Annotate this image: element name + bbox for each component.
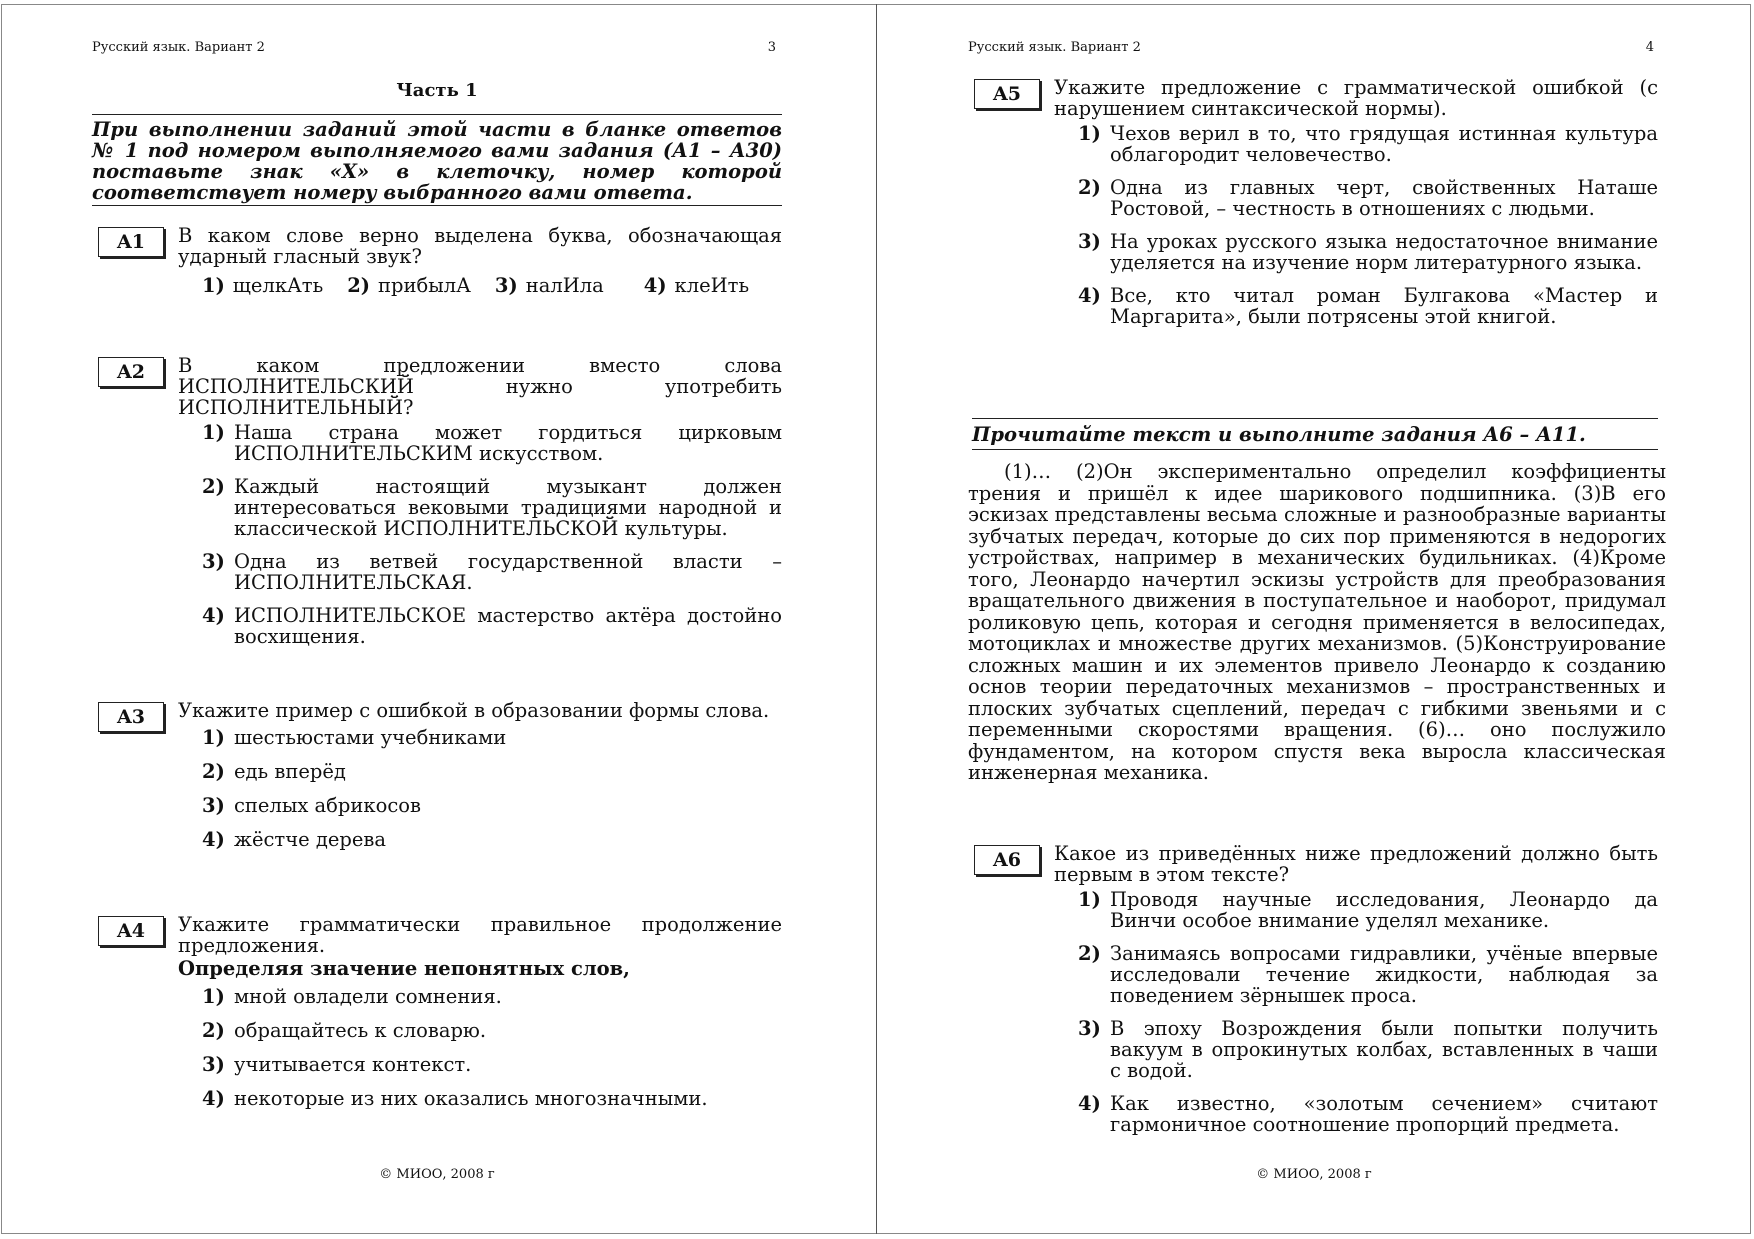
option-3[interactable]: 3) спелых абрикосов: [202, 794, 421, 817]
page-divider: [876, 4, 877, 1234]
inline-options: [202, 275, 782, 296]
task-label: A5: [974, 79, 1040, 109]
task-question: Укажите грамматически правильное продолжение предложения.: [178, 913, 782, 957]
option-2[interactable]: 2) едь вперёд: [202, 760, 346, 783]
option-4[interactable]: 4) жёстче дерева: [202, 828, 386, 851]
header-title: Русский язык. Вариант 2: [968, 40, 1141, 55]
task-label: A2: [98, 357, 164, 387]
task-a4: [92, 914, 782, 1122]
options-list: [1078, 889, 1658, 1135]
task-a5: [968, 77, 1658, 339]
page-footer: © МИОО, 2008 г: [1256, 1167, 1372, 1182]
task-label: A1: [98, 227, 164, 257]
task-question: В каком слове верно выделена буква, обозначающая ударный гласный звук?: [178, 224, 782, 268]
option-3[interactable]: 3) налИла: [494, 274, 604, 297]
page-footer: © МИОО, 2008 г: [379, 1167, 495, 1182]
option-1[interactable]: 1) Чехов верил в то, что грядущая истинная культура облагородит человечество.: [1078, 122, 1658, 166]
instruction-box: При выполнении заданий этой части в бланке ответов № 1 под номером выполняемого вами задания (А1 – А30) поставьте знак «X» в клеточку, номер которой соответствует номеру выбранного вами ответа.: [92, 114, 782, 206]
page-number: 4: [1645, 40, 1654, 55]
option-3[interactable]: 3) В эпоху Возрождения были попытки получить вакуум в опрокинутых колбах, вставленных в чаши с водой.: [1078, 1017, 1658, 1082]
options-list: [202, 727, 782, 850]
task-question: Укажите предложение с грамматической ошибкой (с нарушением синтаксической нормы).: [1054, 76, 1658, 120]
task-question: Какое из приведённых ниже предложений должно быть первым в этом тексте?: [1054, 842, 1658, 886]
option-2[interactable]: 2) обращайтесь к словарю.: [202, 1019, 487, 1042]
task-emphasis: Определяя значение непонятных слов,: [178, 957, 630, 980]
option-4[interactable]: 4) Как известно, «золотым сечением» считают гармоничное соотношение пропорций предмета.: [1078, 1092, 1658, 1136]
option-4[interactable]: 4) некоторые из них оказались многозначными.: [202, 1087, 708, 1110]
option-2[interactable]: 2) Одна из главных черт, свойственных Наташе Ростовой, – честность в отношениях с людьми.: [1078, 176, 1658, 220]
task-label: A4: [98, 916, 164, 946]
option-4[interactable]: 4) клеИть: [643, 274, 750, 297]
left-page: [92, 0, 782, 1239]
option-2[interactable]: 2) Занимаясь вопросами гидравлики, учёные впервые исследовали течение жидкости, наблюдая за поведением зёрнышек проса.: [1078, 942, 1658, 1007]
option-3[interactable]: 3) Одна из ветвей государственной власти – ИСПОЛНИТЕЛЬСКАЯ.: [202, 550, 782, 594]
task-a6: [968, 843, 1658, 1147]
option-2[interactable]: 2) прибылА: [347, 274, 471, 297]
page-header: [92, 40, 782, 55]
task-label: A3: [98, 702, 164, 732]
reading-instruction: Прочитайте текст и выполните задания А6 – А11.: [972, 418, 1658, 450]
task-a1: [92, 225, 782, 296]
option-3[interactable]: 3) учитывается контекст.: [202, 1053, 472, 1076]
task-a2: [92, 355, 782, 659]
page-header: [968, 40, 1660, 55]
task-question: В каком предложении вместо слова ИСПОЛНИТЕЛЬСКИЙ нужно употребить ИСПОЛНИТЕЛЬНЫЙ?: [178, 354, 782, 419]
options-list: [1078, 123, 1658, 327]
option-1[interactable]: 1) Проводя научные исследования, Леонардо да Винчи особое внимание уделял механике.: [1078, 888, 1658, 932]
right-page: [968, 0, 1666, 1239]
page-number: 3: [767, 40, 776, 55]
option-1[interactable]: 1) мной овладели сомнения.: [202, 985, 502, 1008]
option-4[interactable]: 4) ИСПОЛНИТЕЛЬСКОЕ мастерство актёра достойно восхищения.: [202, 604, 782, 648]
task-label: A6: [974, 845, 1040, 875]
option-1[interactable]: 1) щелкАть: [202, 274, 324, 297]
task-question: Укажите пример с ошибкой в образовании формы слова.: [178, 699, 770, 722]
part-title: Часть 1: [396, 80, 478, 101]
option-2[interactable]: 2) Каждый настоящий музыкант должен интересоваться вековыми традициями народной и классической ИСПОЛНИТЕЛЬСКОЙ культуры.: [202, 475, 782, 540]
option-1[interactable]: 1) Наша страна может гордиться цирковым ИСПОЛНИТЕЛЬСКИМ искусством.: [202, 421, 782, 465]
task-a3: [92, 700, 782, 863]
options-list: [202, 422, 782, 647]
options-list: [202, 986, 782, 1109]
reading-text: (1)… (2)Он экспериментально определил коэффициенты трения и пришёл к идее шарикового подшипника. (3)В его эскизах представлены весьма сложные и разнообразные варианты зубчатых передач, которые до сих пор применяются в недорогих устройствах, например в механических будильниках. (4)Кроме того, Леонардо начертил эскизы устройств для преобразования вращательного движения в поступательное и наоборот, придумал роликовую цепь, которая и сегодня применяется в велосипедах, мотоциклах и множестве других механизмов. (5)Конструирование сложных машин и их элементов привело Леонардо к созданию основ теории передаточных механизмов – пространственных и плоских зубчатых сцеплений, передач с гибкими звеньями и с переменными скоростями вращения. (6)… оно послужило фундаментом, на котором спустя века выросла классическая инженерная механика.: [968, 460, 1666, 784]
option-4[interactable]: 4) Все, кто читал роман Булгакова «Мастер и Маргарита», были потрясены этой книгой.: [1078, 284, 1658, 328]
header-title: Русский язык. Вариант 2: [92, 40, 265, 55]
option-3[interactable]: 3) На уроках русского языка недостаточное внимание уделяется на изучение норм литературного языка.: [1078, 230, 1658, 274]
option-1[interactable]: 1) шестьюстами учебниками: [202, 726, 507, 749]
